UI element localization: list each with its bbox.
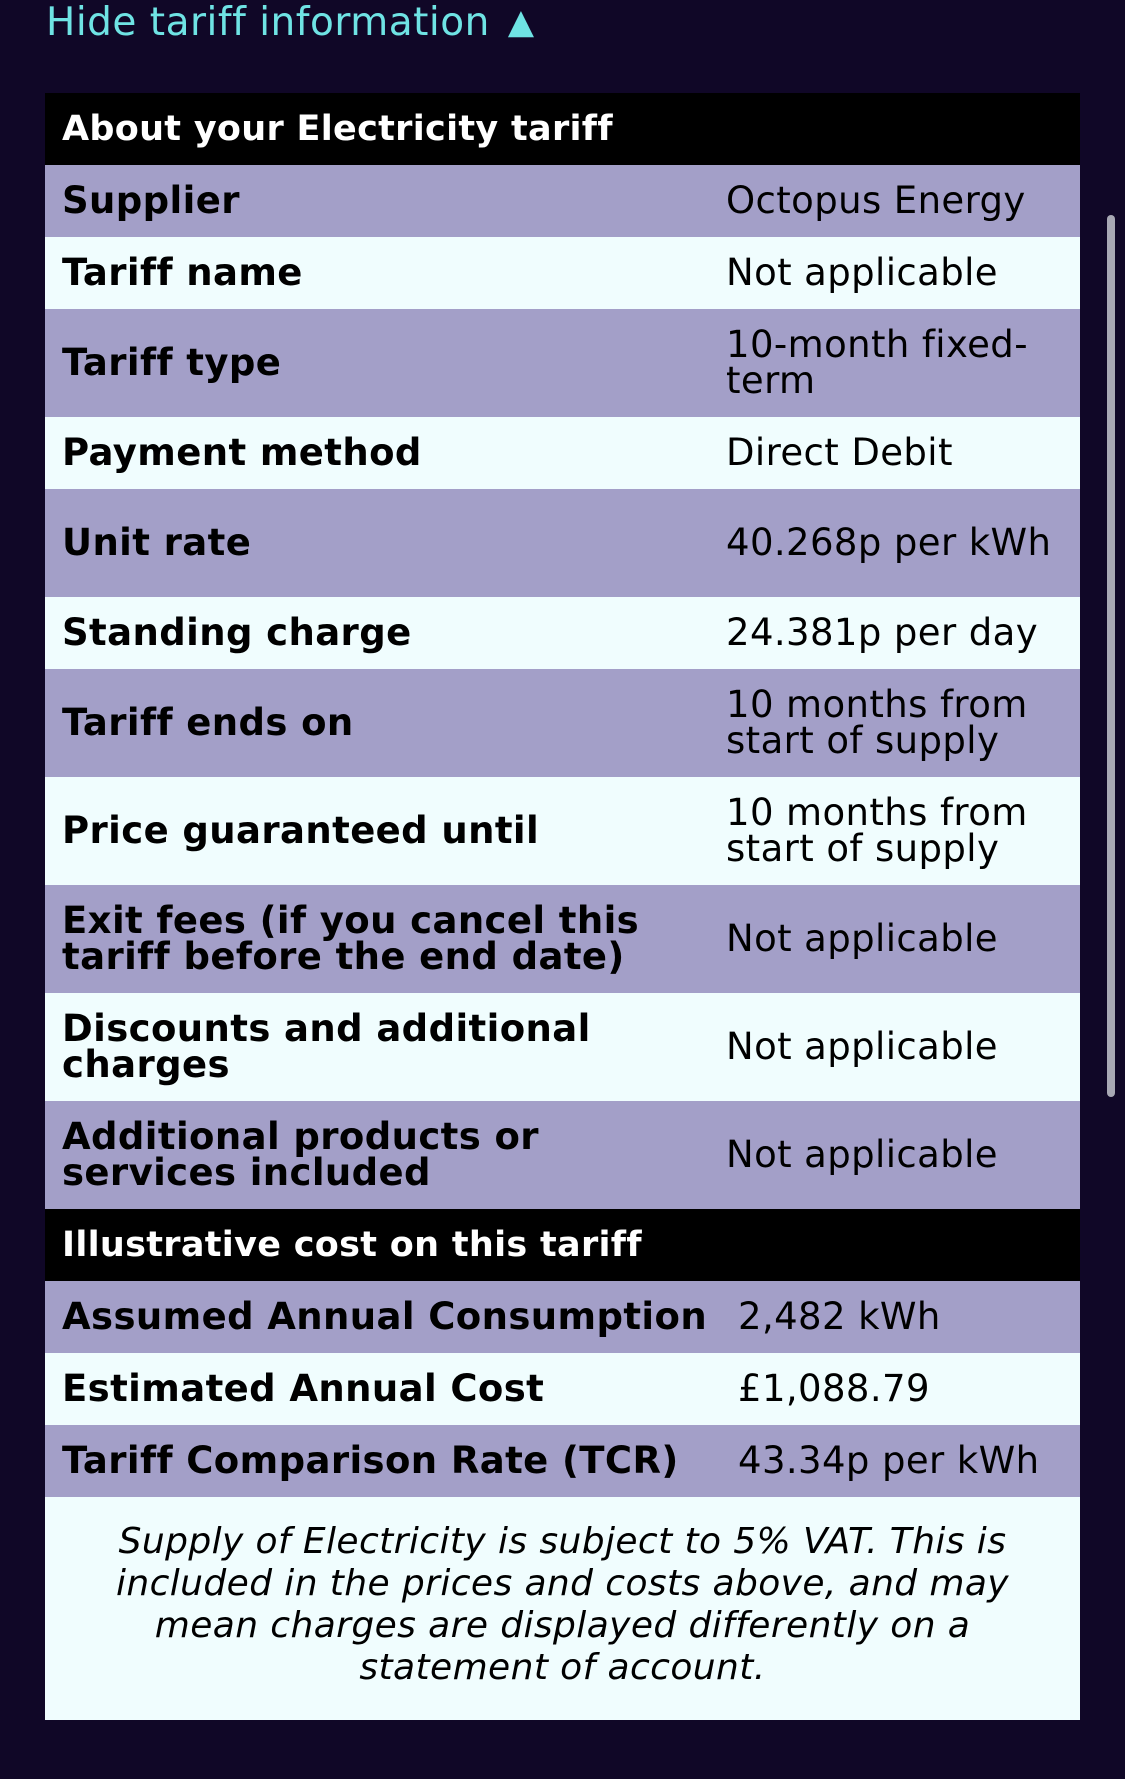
row-label: Standing charge — [45, 597, 717, 669]
row-value: 10 months from start of supply — [717, 669, 1080, 777]
table-row — [45, 1425, 1080, 1497]
row-value: Not applicable — [717, 237, 1080, 309]
row-label: Payment method — [45, 417, 717, 489]
row-label: Tariff ends on — [45, 669, 717, 777]
tariff-table — [45, 93, 1080, 1209]
hide-tariff-toggle[interactable] — [46, 0, 534, 44]
row-value: Direct Debit — [717, 417, 1080, 489]
row-label: Estimated Annual Cost — [45, 1353, 730, 1425]
table-row — [45, 1281, 1080, 1353]
row-label: Assumed Annual Consumption — [45, 1281, 730, 1353]
cost-table-heading: Illustrative cost on this tariff — [45, 1209, 1080, 1281]
table-row — [45, 669, 1080, 777]
row-label: Additional products or services included — [45, 1101, 717, 1209]
table-row — [45, 489, 1080, 597]
row-value: 10-month fixed-term — [717, 309, 1080, 417]
row-value: Not applicable — [717, 993, 1080, 1101]
row-value: 2,482 kWh — [730, 1281, 1080, 1353]
row-value: 24.381p per day — [717, 597, 1080, 669]
vat-note: Supply of Electricity is subject to 5% VAT. This is included in the prices and costs above, and may mean charges are displayed differently on a statement of account. — [45, 1497, 1080, 1720]
table-row — [45, 777, 1080, 885]
row-value: Octopus Energy — [717, 165, 1080, 237]
table-row — [45, 417, 1080, 489]
row-label: Exit fees (if you cancel this tariff before the end date) — [45, 885, 717, 993]
hide-tariff-label: Hide tariff information — [46, 0, 490, 45]
table-row — [45, 885, 1080, 993]
scrollbar[interactable] — [1107, 215, 1115, 1097]
row-label: Tariff Comparison Rate (TCR) — [45, 1425, 730, 1497]
table-row — [45, 993, 1080, 1101]
row-label: Discounts and additional charges — [45, 993, 717, 1101]
row-value: 43.34p per kWh — [730, 1425, 1080, 1497]
row-label: Price guaranteed until — [45, 777, 717, 885]
table-row — [45, 1101, 1080, 1209]
row-label: Supplier — [45, 165, 717, 237]
table-row — [45, 165, 1080, 237]
row-value: £1,088.79 — [730, 1353, 1080, 1425]
table-row — [45, 237, 1080, 309]
table-row — [45, 1353, 1080, 1425]
row-value: 10 months from start of supply — [717, 777, 1080, 885]
tariff-table-heading: About your Electricity tariff — [45, 93, 1080, 165]
row-value: Not applicable — [717, 885, 1080, 993]
row-label: Tariff name — [45, 237, 717, 309]
illustrative-cost-table — [45, 1209, 1080, 1497]
row-label: Unit rate — [45, 489, 717, 597]
collapse-arrow-icon: ▲ — [507, 2, 535, 42]
row-label: Tariff type — [45, 309, 717, 417]
table-row — [45, 309, 1080, 417]
row-value: Not applicable — [717, 1101, 1080, 1209]
row-value: 40.268p per kWh — [717, 489, 1080, 597]
tariff-information-panel — [45, 93, 1080, 1720]
table-row — [45, 597, 1080, 669]
